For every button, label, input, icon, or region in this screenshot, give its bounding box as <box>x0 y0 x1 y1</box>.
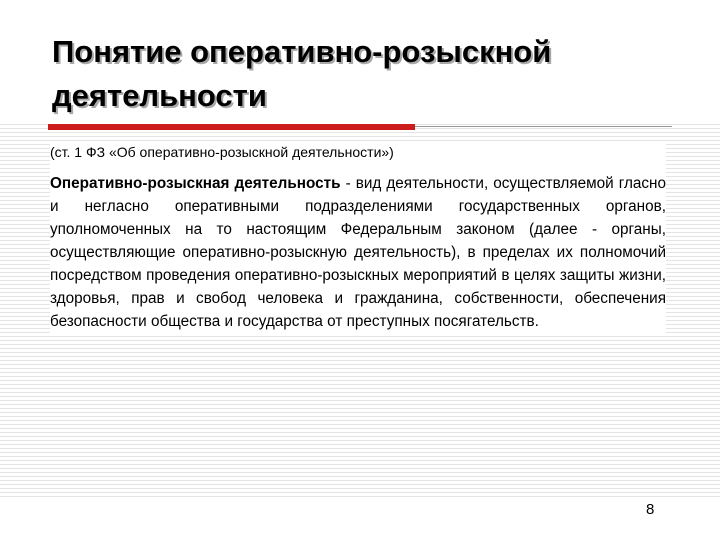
title-underline-accent <box>48 124 415 130</box>
slide-title: Понятие оперативно-розыскной деятельности <box>52 34 552 113</box>
title-underline-thin <box>415 126 672 127</box>
definition-text: - вид деятельности, осуществляемой гласно и негласно оперативными подразделениями государственных органов, уполномоченных на то настоящим Федеральным законом (далее - органы, осуществляющие оперативно-розыскную деятельность), в пределах их полномочий посредством проведения оперативно-розыскных мероприятий в целях защиты жизни, здоровья, прав и свобод человека и гражданина, собственности, обеспечения безопасности общества и государства от преступных посягательств. <box>50 175 666 330</box>
slide-number: 8 <box>646 501 655 518</box>
slide-content <box>50 142 666 333</box>
law-reference: (ст. 1 ФЗ «Об оперативно-розыскной деятельности») <box>50 144 394 160</box>
definition-paragraph <box>50 172 666 333</box>
definition-term: Оперативно-розыскная деятельность <box>50 175 341 192</box>
